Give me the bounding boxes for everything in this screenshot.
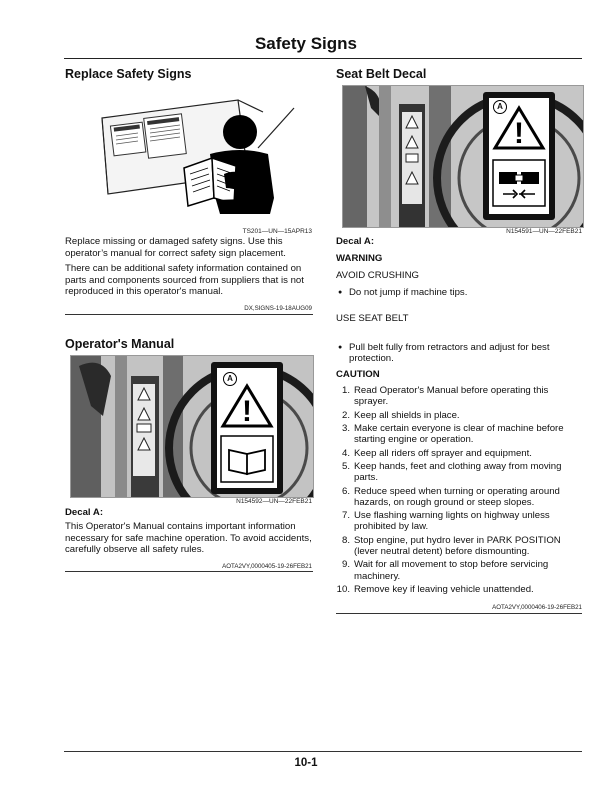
warning-label: WARNING xyxy=(336,253,383,264)
reference-code: DX,SIGNS-19-18AUG09 xyxy=(244,305,312,312)
caution-text: Remove key if leaving vehicle unattended. xyxy=(354,583,534,595)
caution-item xyxy=(336,410,582,421)
figure-caption: N154591—UN—22FEB21 xyxy=(506,228,582,235)
callout-a: A xyxy=(493,100,507,114)
caution-text: Read Operator's Manual before operating this sprayer. xyxy=(354,385,549,408)
caution-number: 3. xyxy=(341,422,350,434)
caution-text: Make certain everyone is clear of machine before starting engine or operation. xyxy=(354,422,564,446)
reference-code: AOTA2VY,0000405-19-26FEB21 xyxy=(222,563,312,570)
caution-number: 4. xyxy=(341,447,350,459)
section-divider xyxy=(65,571,313,572)
page-title: Safety Signs xyxy=(254,34,358,53)
caution-item xyxy=(336,423,582,445)
caution-list xyxy=(336,385,582,597)
caution-number: 8. xyxy=(341,534,350,546)
decal-a-label: Decal A: xyxy=(336,236,375,247)
replace-safety-signs-heading: Replace Safety Signs xyxy=(65,67,192,81)
bullet-item: ● Pull belt fully from retractors and adjust for best protection. xyxy=(336,342,593,365)
operators-manual-heading: Operator's Manual xyxy=(65,337,175,351)
operators-manual-text: This Operator's Manual contains important information necessary for safe machine operation. To avoid accidents, carefully observe all safety rules. xyxy=(65,521,312,556)
caution-item xyxy=(336,559,582,581)
caution-item xyxy=(336,461,582,483)
footer-rule xyxy=(64,751,582,752)
caution-number: 10. xyxy=(336,583,350,595)
replace-paragraph-1: Replace missing or damaged safety signs. Use this operator’s manual for correct safety sign placement. xyxy=(65,236,286,259)
reference-code: AOTA2VY,0000406-19-26FEB21 xyxy=(492,604,582,611)
caution-item xyxy=(336,510,582,532)
caution-text: Stop engine, put hydro lever in PARK POSITION (lever neutral detent) before dismounting. xyxy=(354,534,561,557)
section-divider xyxy=(336,613,582,614)
caution-text: Use flashing warning lights on highway unless prohibited by law. xyxy=(354,510,550,533)
caution-text: Reduce speed when turning or operating around hazards, on rough ground or steep slopes. xyxy=(354,485,560,508)
caution-item xyxy=(336,448,582,459)
caution-text: Keep all shields in place. xyxy=(354,409,460,421)
callout-a: A xyxy=(223,372,237,386)
caution-item xyxy=(336,486,582,508)
caution-number: 2. xyxy=(341,409,350,421)
figure-caption: TS201—UN—15APR13 xyxy=(242,228,312,235)
use-seat-belt-text: USE SEAT BELT xyxy=(336,313,409,324)
seat-belt-decal-heading: Seat Belt Decal xyxy=(336,67,427,81)
reading-manual-illustration xyxy=(98,88,314,228)
caution-text: Keep hands, feet and clothing away from moving parts. xyxy=(354,460,562,484)
avoid-crushing-text: AVOID CRUSHING xyxy=(336,270,419,281)
section-divider xyxy=(65,314,313,315)
replace-paragraph-2: There can be additional safety information contained on parts and components sourced from suppliers that is not reproduced in this operator's manual. xyxy=(65,263,304,298)
caution-text: Keep all riders off sprayer and equipment. xyxy=(354,447,532,459)
person-reading-icon xyxy=(98,88,314,228)
title-rule xyxy=(64,58,582,59)
caution-number: 9. xyxy=(341,559,350,571)
svg-text:!: ! xyxy=(514,117,524,150)
operators-manual-decal-photo xyxy=(70,355,314,498)
caution-number: 6. xyxy=(341,485,350,497)
caution-label: CAUTION xyxy=(336,369,380,380)
decal-a-label: Decal A: xyxy=(65,507,104,518)
caution-number: 7. xyxy=(341,510,350,522)
caution-text: Wait for all movement to stop before servicing machinery. xyxy=(354,559,549,582)
caution-number: 5. xyxy=(341,460,350,472)
caution-item xyxy=(336,535,582,557)
svg-text:!: ! xyxy=(242,395,252,428)
bullet-item: ● Do not jump if machine tips. xyxy=(336,287,593,299)
figure-caption: N154592—UN—22FEB21 xyxy=(236,498,312,505)
page-number: 10-1 xyxy=(294,757,318,769)
seat-belt-decal-photo xyxy=(342,85,584,228)
caution-item xyxy=(336,385,582,407)
caution-item xyxy=(336,584,582,595)
caution-number: 1. xyxy=(341,385,350,396)
